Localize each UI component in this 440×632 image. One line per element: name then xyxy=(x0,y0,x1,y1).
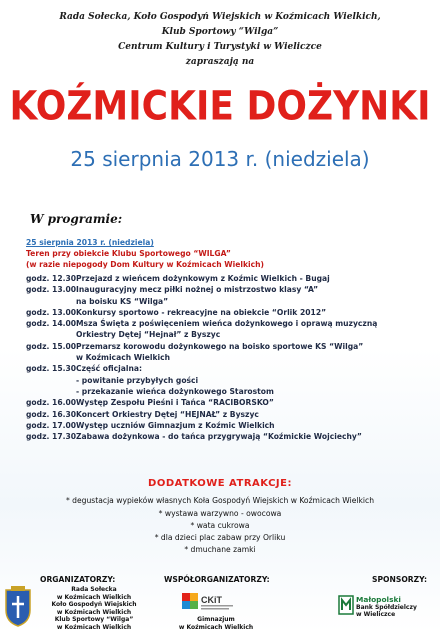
gimnazjum-text xyxy=(156,616,276,631)
bank-name xyxy=(356,596,436,619)
schedule-time: godz. 13.00 xyxy=(26,307,77,317)
schedule-desc: Msza Święta z poświęceniem wieńca dożynkowego i oprawą muzyczną xyxy=(76,319,378,329)
schedule-time: godz. 13.00 xyxy=(26,285,77,295)
intro-line: Centrum Kultury i Turystyki w Wieliczce xyxy=(118,42,322,52)
sponsors-heading: SPONSORZY: xyxy=(372,575,427,584)
organizer-line: w Koźmicach Wielkich xyxy=(56,593,132,601)
schedule-desc: Występ uczniów Gimnazjum z Koźmic Wielkich xyxy=(76,420,275,430)
venue-note: (w razie niepogody Dom Kultury w Koźmicach Wielkich) xyxy=(26,260,265,269)
schedule-desc: Przemarsz korowodu dożynkowego na boisko sportowe KS “Wilga” xyxy=(76,341,364,351)
schedule-desc: Orkiestry Dętej “Hejnał” z Byszyc xyxy=(76,330,221,340)
schedule-desc: - przekazanie wieńca dożynkowego Starostom xyxy=(76,386,274,396)
schedule-row xyxy=(26,274,436,285)
attraction-item: * wata cukrowa xyxy=(190,521,250,530)
organizers-heading: ORGANIZATORZY: xyxy=(40,575,116,584)
schedule-row xyxy=(26,342,436,353)
attraction-item: * dmuchane zamki xyxy=(184,545,256,554)
bank-logo-icon xyxy=(338,594,354,616)
attraction-item: * degustacja wypieków własnych Koła Gospodyń Wiejskich w Koźmicach Wielkich xyxy=(65,496,375,505)
schedule-desc: Część oficjalna: xyxy=(76,364,143,374)
schedule-time: godz. 16.00 xyxy=(26,398,77,408)
schedule-time: godz. 17.30 xyxy=(26,432,77,442)
schedule-row xyxy=(26,410,436,421)
schedule-row xyxy=(26,308,436,319)
intro-line: Rada Sołecka, Koło Gospodyń Wiejskich w Koźmicach Wielkich, xyxy=(59,12,381,22)
intro-line: Klub Sportowy “Wilga” xyxy=(161,27,279,37)
program-date: 25 sierpnia 2013 r. (niedziela) xyxy=(26,238,154,247)
organizers-list xyxy=(24,586,164,632)
schedule-time: godz. 12.30 xyxy=(26,274,77,283)
schedule-desc: Zabawa dożynkowa - do tańca przygrywają “Koźmickie Wojciechy” xyxy=(76,432,362,442)
organizer-line: Klub Sportowy “Wilga” xyxy=(54,616,134,624)
schedule-row xyxy=(26,353,436,364)
intro-line: zapraszają na xyxy=(185,57,255,67)
schedule-time: godz. 17.00 xyxy=(26,420,77,430)
ckit-logo xyxy=(180,590,240,614)
organizer-line: w Koźmicach Wielkich xyxy=(56,623,132,631)
schedule-row xyxy=(26,297,436,308)
schedule-desc: Konkursy sportowo - rekreacyjne na obiekcie “Orlik 2012” xyxy=(76,307,327,317)
schedule-desc: Koncert Orkiestry Dętej “HEJNAŁ” z Byszyc xyxy=(76,409,259,419)
event-title: KOŹMICKIE DOŻYNKI xyxy=(9,83,431,130)
schedule-row xyxy=(26,376,436,387)
gimnazjum-line: w Koźmicach Wielkich xyxy=(178,623,254,631)
schedule-time: godz. 15.00 xyxy=(26,341,77,351)
schedule-desc: Występ Zespołu Pieśni i Tańca “RACIBORSKO” xyxy=(76,398,274,408)
attraction-item: * wystawa warzywno - owocowa xyxy=(158,509,282,518)
organizer-line: w Koźmicach Wielkich xyxy=(56,608,132,616)
organizer-line: Koło Gospodyń Wiejskich xyxy=(51,601,137,609)
schedule-desc: Inauguracyjny mecz piłki nożnej o mistrzostwo klasy “A” xyxy=(76,285,319,295)
schedule-row xyxy=(26,319,436,330)
schedule-row xyxy=(26,330,436,341)
attractions-heading: DODATKOWE ATRAKCJE: xyxy=(148,478,292,489)
schedule-desc: Przejazd z wieńcem dożynkowym z Koźmic Wielkich - Bugaj xyxy=(76,274,330,283)
schedule-time: godz. 15.30 xyxy=(26,364,77,374)
coorganizers-heading: WSPÓŁORGANIZATORZY: xyxy=(164,575,270,584)
event-date: 25 sierpnia 2013 r. (niedziela) xyxy=(70,147,370,171)
bank-line: w Wieliczce xyxy=(356,611,396,619)
schedule-desc: - powitanie przybyłych gości xyxy=(76,375,199,385)
program-heading: W programie: xyxy=(30,212,123,226)
venue: Teren przy obiekcie Klubu Sportowego “WILGA” xyxy=(26,249,231,258)
schedule-row xyxy=(26,387,436,398)
schedule-time: godz. 16.30 xyxy=(26,409,77,419)
gimnazjum-line: Gimnazjum xyxy=(197,616,235,623)
schedule-time: godz. 14.00 xyxy=(26,319,77,329)
bank-line: Bank Spółdzielczy xyxy=(356,603,417,611)
attraction-item: * dla dzieci plac zabaw przy Orliku xyxy=(154,533,286,542)
schedule-desc: w Koźmicach Wielkich xyxy=(76,353,171,363)
schedule-row xyxy=(26,432,436,443)
schedule-list xyxy=(26,274,436,443)
schedule-row xyxy=(26,285,436,296)
organizer-line: Rada Sołecka xyxy=(71,586,117,593)
bank-line: Małopolski xyxy=(356,595,401,604)
ckit-logo-text: CKiT xyxy=(201,595,222,605)
schedule-row xyxy=(26,364,436,375)
schedule-row xyxy=(26,421,436,432)
schedule-row xyxy=(26,398,436,409)
schedule-desc: na boisku KS “Wilga” xyxy=(76,296,169,306)
